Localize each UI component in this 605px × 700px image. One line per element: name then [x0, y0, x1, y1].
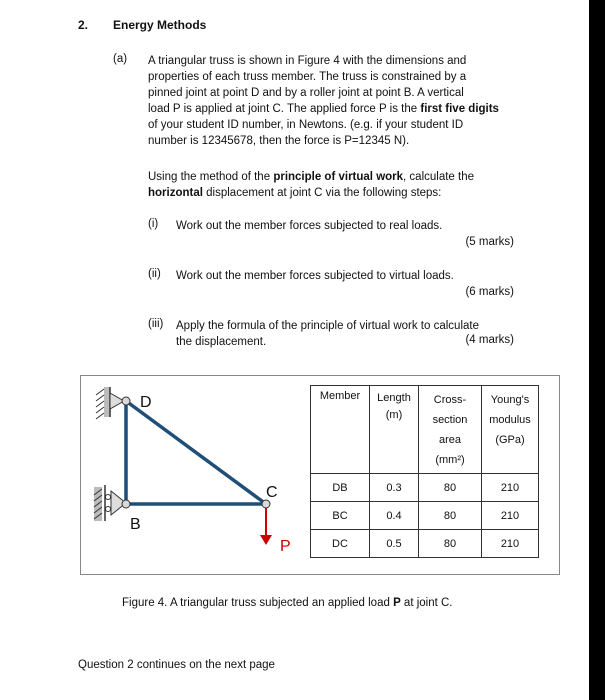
- step-marks: (5 marks): [465, 236, 514, 248]
- member-dc: [126, 401, 266, 504]
- joint-label-d: D: [140, 394, 152, 411]
- header-member: Member: [311, 386, 370, 474]
- step-text: Apply the formula of the principle of virtual work to calculate the displacement.: [176, 320, 479, 348]
- header-area: Cross- section area (mm²): [419, 386, 482, 474]
- step-text: Work out the member forces subjected to real loads.: [176, 220, 443, 232]
- header-length: Length (m): [370, 386, 419, 474]
- step-marks: (4 marks): [465, 334, 514, 346]
- load-label-p: P: [280, 538, 291, 555]
- truss-diagram: [90, 385, 310, 565]
- joint-label-b: B: [130, 516, 141, 533]
- intro-paragraph: [148, 53, 543, 149]
- joint-d: [122, 397, 130, 405]
- step-marks: (6 marks): [465, 286, 514, 298]
- header-modulus: Young's modulus (GPa): [482, 386, 539, 474]
- step-label: (i): [148, 218, 159, 230]
- method-paragraph: Using the method of the principle of virtual work, calculate the horizontal displacement at joint C via the following steps:: [148, 171, 474, 199]
- intro-line: pinned joint at point D and by a roller joint at point B. A vertical: [148, 87, 464, 99]
- joint-c: [262, 500, 270, 508]
- joint-b: [122, 500, 130, 508]
- joint-label-c: C: [266, 484, 278, 501]
- page-edge: [589, 0, 605, 700]
- part-label: (a): [113, 53, 128, 65]
- step-text: Work out the member forces subjected to virtual loads.: [176, 270, 454, 282]
- intro-line: properties of each truss member. The truss is constrained by a: [148, 71, 467, 83]
- table-row: DB 0.3 80 210: [311, 474, 539, 502]
- emphasis: horizontal: [148, 187, 203, 199]
- table-header-row: [311, 386, 539, 474]
- wall-support-d-icon: [96, 387, 124, 419]
- member-properties-table: [310, 385, 539, 558]
- intro-line: of your student ID number, in Newtons. (e.g. if your student ID: [148, 119, 464, 131]
- question-title: Energy Methods: [113, 18, 207, 32]
- emphasis: first five digits: [420, 103, 499, 115]
- roller-support-b-icon: [94, 485, 126, 521]
- page-footer: Question 2 continues on the next page: [78, 659, 275, 671]
- figure-caption: Figure 4. A triangular truss subjected an applied load P at joint C.: [122, 597, 453, 609]
- question-number: 2.: [78, 18, 89, 32]
- table-row: DC 0.5 80 210: [311, 530, 539, 558]
- intro-line: A triangular truss is shown in Figure 4 with the dimensions and: [148, 55, 467, 67]
- intro-line: load P is applied at joint C. The applied force P is the first five digits: [148, 103, 499, 115]
- load-arrow-icon: [260, 508, 272, 545]
- intro-line: number is 12345678, then the force is P=12345 N).: [148, 135, 410, 147]
- step-label: (iii): [148, 318, 164, 330]
- emphasis: principle of virtual work: [273, 171, 404, 183]
- table-row: BC 0.4 80 210: [311, 502, 539, 530]
- step-label: (ii): [148, 268, 161, 280]
